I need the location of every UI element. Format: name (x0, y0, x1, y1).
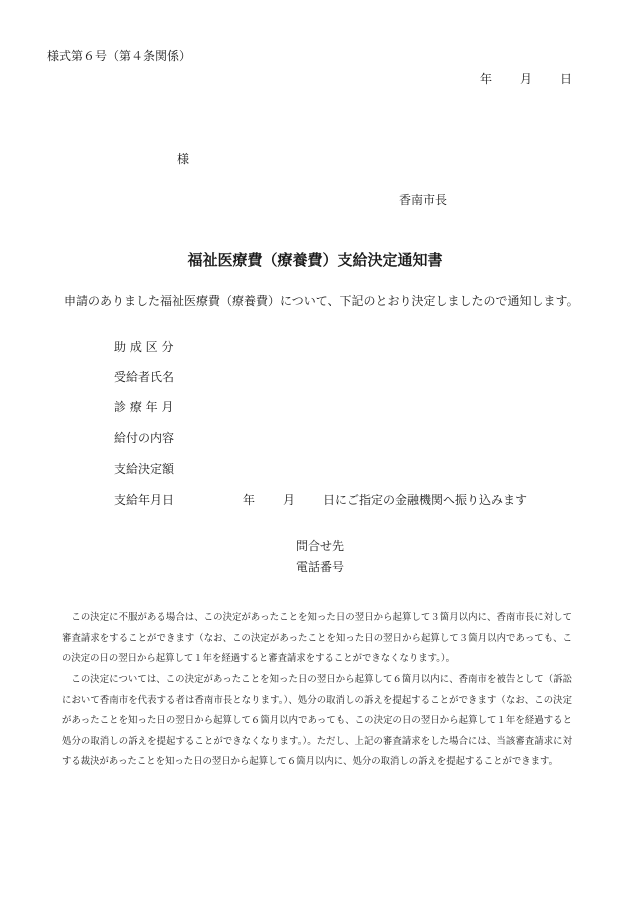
phone-label: 電話番号 (296, 560, 345, 574)
inquiry-label: 問合せ先 (296, 539, 345, 553)
date-year-label: 年 (480, 72, 493, 86)
field-category-label: 助 成 区 分 (114, 340, 174, 354)
appeal-notice: この決定に不服がある場合は、この決定があったことを知った日の翌日から起算して３箇月以内に、香南市長に対して審査請求をすることができます（なお、この決定があったことを知った日の翌日から起算して３箇月以内であっても、この決定の日の翌日から起算して１年を経過すると審査請求をすることができなくなります。）。 (62, 612, 572, 664)
field-recipient-name-label: 受給者氏名 (114, 370, 175, 384)
transfer-year-label: 年 (243, 493, 256, 507)
field-benefit-details-label: 給付の内容 (114, 431, 175, 445)
transfer-tail-text: 日にご指定の金融機関へ振り込みます (323, 493, 528, 507)
intro-text: 申請のありました福祉医療費（療養費）について、下記のとおり決定しましたので通知します。 (64, 294, 579, 308)
lawsuit-notice: この決定については、この決定があったことを知った日の翌日から起算して６箇月以内に、香南市を被告として（訴訟において香南市を代表する者は香南市長となります。）、処分の取消しの訴えを提起することができます（なお、この決定があったことを知った日の翌日から起算して６箇月以内であっても、この決定の日の翌日から起算して１年を経過すると処分の取消しの訴えを提起することができなくなります。）。ただし、上記の審査請求をした場合には、当該審査請求に対する裁決があったことを知った日の翌日から起算して６箇月以内に、処分の取消しの訴えを提起することができます。 (62, 674, 572, 767)
date-month-label: 月 (520, 72, 533, 86)
field-payment-date-label: 支給年月日 (114, 493, 175, 507)
issue-date (480, 70, 572, 87)
addressee-suffix: 様 (177, 152, 190, 166)
transfer-month-label: 月 (283, 493, 296, 507)
transfer-statement (243, 491, 527, 508)
issuer-name: 香南市長 (399, 193, 448, 207)
field-treatment-month-label: 診 療 年 月 (114, 400, 174, 414)
form-number: 様式第６号（第４条関係） (47, 49, 192, 63)
field-approved-amount-label: 支給決定額 (114, 462, 175, 476)
document-title: 福祉医療費（療養費）支給決定通知書 (187, 251, 443, 269)
date-day-label: 日 (560, 72, 573, 86)
